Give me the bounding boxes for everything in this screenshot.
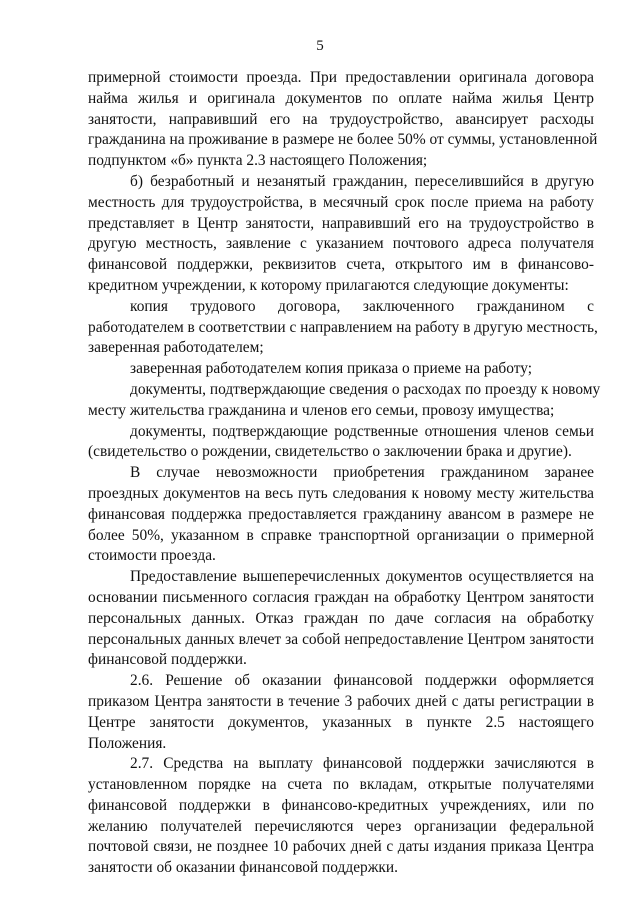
text-line: более 50%, указанном в справке транспортной организации о примерной: [88, 526, 594, 544]
text-line: персональных данных. Отказ граждан по даче согласия на обработку: [88, 609, 594, 627]
paragraph: [88, 463, 594, 567]
text-line: документы, подтверждающие сведения о расходах по проезду к новому: [130, 380, 601, 398]
paragraph: [88, 567, 594, 671]
text-line: персональных данных влечет за собой непредоставление Центром занятости: [88, 630, 594, 648]
text-line: финансовой поддержки в финансово-кредитных учреждениях, или по: [88, 796, 594, 814]
text-line: В случае невозможности приобретения гражданином заранее: [130, 464, 594, 482]
paragraph: [88, 172, 594, 297]
text-line: занятости об оказании финансовой поддержки.: [88, 859, 398, 877]
text-line: 2.7. Средства на выплату финансовой поддержки зачисляются в: [130, 755, 594, 773]
text-line: Центре занятости документов, указанных в пункте 2.5 настоящего: [88, 713, 594, 731]
text-line: стоимости проезда.: [88, 547, 216, 565]
text-line: финансовой поддержки, реквизитов счета, открытого им в финансово-: [88, 256, 594, 274]
text-line: желанию получателей перечисляются через организации федеральной: [88, 817, 594, 835]
text-line: занятости, направивший его на трудоустройство, авансирует расходы: [88, 110, 594, 128]
text-line: заверенная работодателем;: [88, 339, 264, 357]
text-line: представляет в Центр занятости, направивший его на трудоустройство в: [88, 214, 594, 232]
document-body: [88, 68, 601, 879]
paragraph: [88, 422, 594, 464]
text-line: Положения.: [88, 734, 167, 752]
paragraph: [88, 359, 594, 380]
text-line: финансовая поддержка предоставляется гражданину авансом в размере не: [88, 505, 594, 523]
text-line: 2.6. Решение об оказании финансовой поддержки оформляется: [130, 672, 594, 690]
text-line: финансовой поддержки.: [88, 651, 247, 669]
text-line: заверенная работодателем копия приказа о приеме на работу;: [130, 360, 533, 378]
text-line: приказом Центра занятости в течение 3 рабочих дней с даты регистрации в: [88, 692, 594, 710]
paragraph: [88, 68, 598, 172]
text-line: документы, подтверждающие родственные отношения членов семьи: [130, 422, 594, 440]
text-line: Предоставление вышеперечисленных документов осуществляется на: [130, 568, 594, 586]
text-line: месту жительства гражданина и членов его семьи, провозу имущества;: [88, 401, 555, 419]
text-line: почтовой связи, не позднее 10 рабочих дней с даты издания приказа Центра: [88, 838, 594, 856]
text-line: найма жилья и оригинала документов по оплате найма жилья Центр: [88, 89, 594, 107]
text-line: б) безработный и незанятый гражданин, переселившийся в другую: [130, 172, 594, 190]
text-line: (свидетельство о рождении, свидетельство о заключении брака и другие).: [88, 443, 572, 461]
paragraph: [88, 297, 598, 359]
page-number: 5: [316, 38, 324, 54]
paragraph: [88, 380, 601, 422]
text-line: кредитном учреждении, к которому прилагаются следующие документы:: [88, 276, 569, 294]
text-line: местность для трудоустройства, в месячный срок после приема на работу: [88, 193, 594, 211]
text-line: установленном порядке на счета по вкладам, открытые получателями: [88, 776, 594, 794]
text-line: гражданина на проживание в размере не более 50% от суммы, установленной: [88, 131, 598, 149]
text-line: копия трудового договора, заключенного гражданином с: [130, 297, 594, 315]
text-line: подпунктом «б» пункта 2.3 настоящего Положения;: [88, 152, 428, 170]
text-line: работодателем в соответствии с направлением на работу в другую местность,: [88, 318, 598, 336]
text-line: примерной стоимости проезда. При предоставлении оригинала договора: [88, 69, 594, 86]
text-line: другую местность, заявление с указанием почтового адреса получателя: [88, 235, 594, 253]
paragraph: [88, 754, 594, 879]
text-line: проездных документов на весь путь следования к новому месту жительства: [88, 484, 594, 502]
paragraph: [88, 671, 594, 754]
text-line: основании письменного согласия граждан на обработку Центром занятости: [88, 588, 594, 606]
